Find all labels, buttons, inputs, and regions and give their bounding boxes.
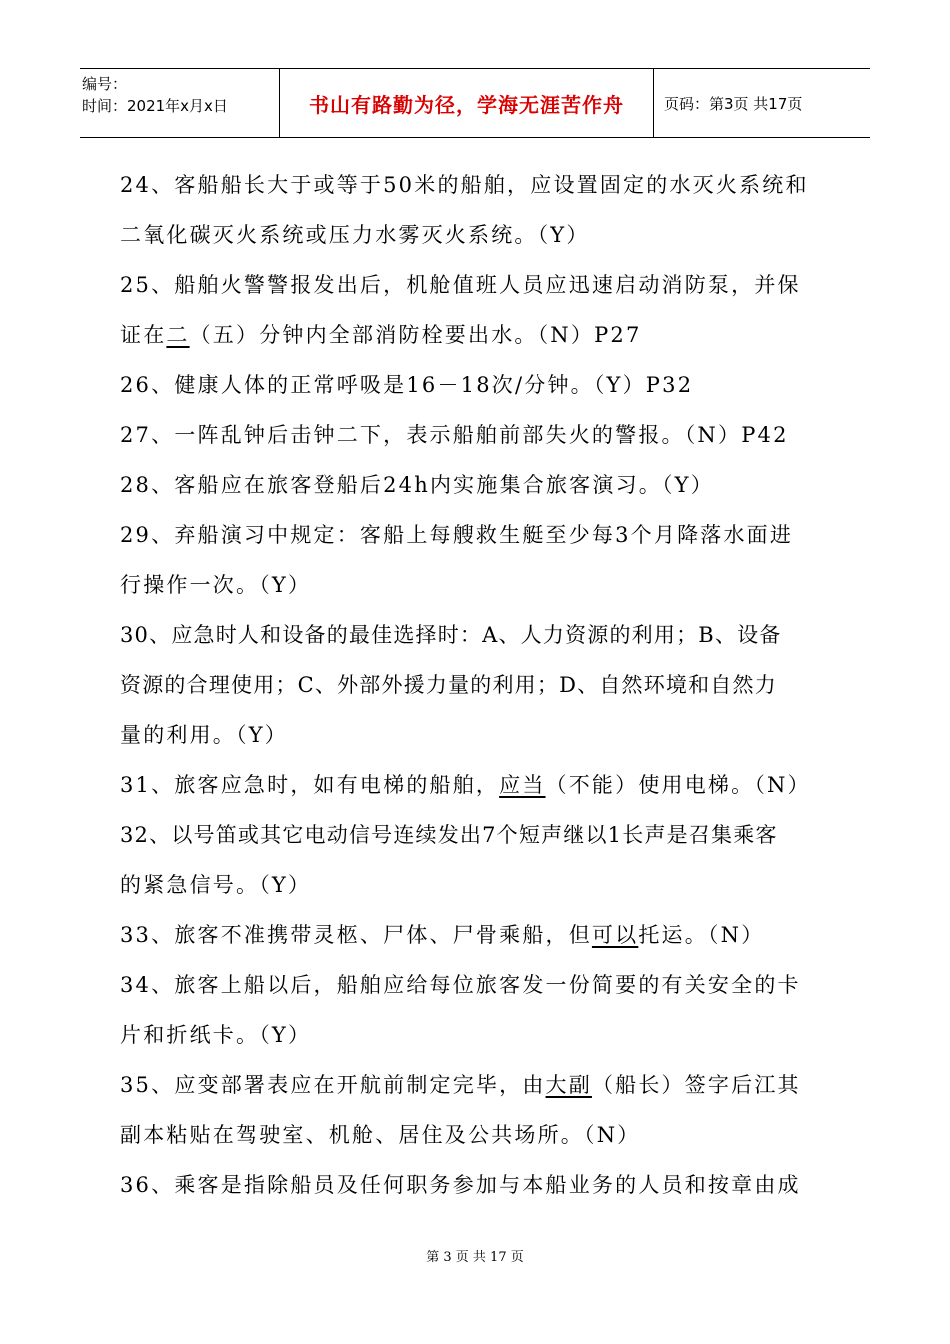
text-line: 的紧急信号。（Y） bbox=[120, 873, 312, 897]
text-segment: （五）分钟内全部消防栓要出水。（N）P27 bbox=[189, 323, 642, 347]
text-line: 25、船舶火警警报发出后，机舱值班人员应迅速启动消防泵，并保 bbox=[120, 273, 801, 297]
underlined-answer: 可以 bbox=[591, 923, 639, 947]
text-line bbox=[120, 910, 832, 960]
text-line: 行操作一次。（Y） bbox=[120, 573, 312, 597]
text-segment: 31、旅客应急时，如有电梯的船舶， bbox=[120, 773, 500, 797]
text-segment: 33、旅客不准携带灵柩、尸体、尸骨乘船，但 bbox=[120, 923, 592, 947]
text-line: 资源的合理使用；C、外部外援力量的利用；D、自然环境和自然力 bbox=[120, 673, 777, 697]
header-page-info: 页码：第3页 共17页 bbox=[664, 94, 803, 113]
text-line: 27、一阵乱钟后击钟二下，表示船舶前部失火的警报。（N）P42 bbox=[120, 423, 789, 447]
underlined-answer: 二 bbox=[166, 323, 190, 347]
text-segment: （不能）使用电梯。（N） bbox=[545, 773, 811, 797]
page-footer: 第 3 页 共 17 页 bbox=[426, 1250, 524, 1265]
document-body bbox=[120, 160, 832, 1210]
text-line bbox=[120, 310, 832, 360]
text-line: 副本粘贴在驾驶室、机舱、居住及公共场所。（N） bbox=[120, 1123, 641, 1147]
text-line: 29、弃船演习中规定：客船上每艘救生艇至少每3个月降落水面进 bbox=[120, 523, 794, 547]
text-line: 30、应急时人和设备的最佳选择时：A、人力资源的利用；B、设备 bbox=[120, 623, 782, 647]
text-line: 二氧化碳灭火系统或压力水雾灭火系统。（Y） bbox=[120, 223, 590, 247]
text-segment: （船长）签字后江其 bbox=[591, 1073, 801, 1097]
header-motto: 书山有路勤为径，学海无涯苦作舟 bbox=[280, 69, 654, 137]
date-label: 时间：2021年x月x日 bbox=[82, 97, 228, 115]
text-line: 36、乘客是指除船员及任何职务参加与本船业务的人员和按章由成 bbox=[120, 1173, 801, 1197]
text-line: 28、客船应在旅客登船后24h内实施集合旅客演习。（Y） bbox=[120, 473, 714, 497]
text-line: 片和折纸卡。（Y） bbox=[120, 1023, 312, 1047]
text-line: 24、客船船长大于或等于50米的船舶，应设置固定的水灭火系统和 bbox=[120, 173, 809, 197]
underlined-answer: 大副 bbox=[545, 1073, 592, 1097]
text-line bbox=[120, 760, 832, 810]
number-label: 编号： bbox=[82, 75, 128, 93]
underlined-answer: 应当 bbox=[499, 773, 546, 797]
text-line bbox=[120, 1060, 832, 1110]
text-segment: 托运。（N） bbox=[638, 923, 765, 947]
header-meta bbox=[80, 69, 280, 137]
text-line: 34、旅客上船以后，船舶应给每位旅客发一份简要的有关安全的卡 bbox=[120, 973, 801, 997]
text-line: 32、以号笛或其它电动信号连续发出7个短声继以1长声是召集乘客 bbox=[120, 823, 778, 847]
text-segment: 证在 bbox=[120, 323, 167, 347]
page-header bbox=[80, 68, 870, 138]
text-segment: 35、应变部署表应在开航前制定完毕，由 bbox=[120, 1073, 546, 1097]
text-line: 26、健康人体的正常呼吸是16－18次/分钟。（Y）P32 bbox=[120, 373, 694, 397]
text-line: 量的利用。（Y） bbox=[120, 723, 288, 747]
